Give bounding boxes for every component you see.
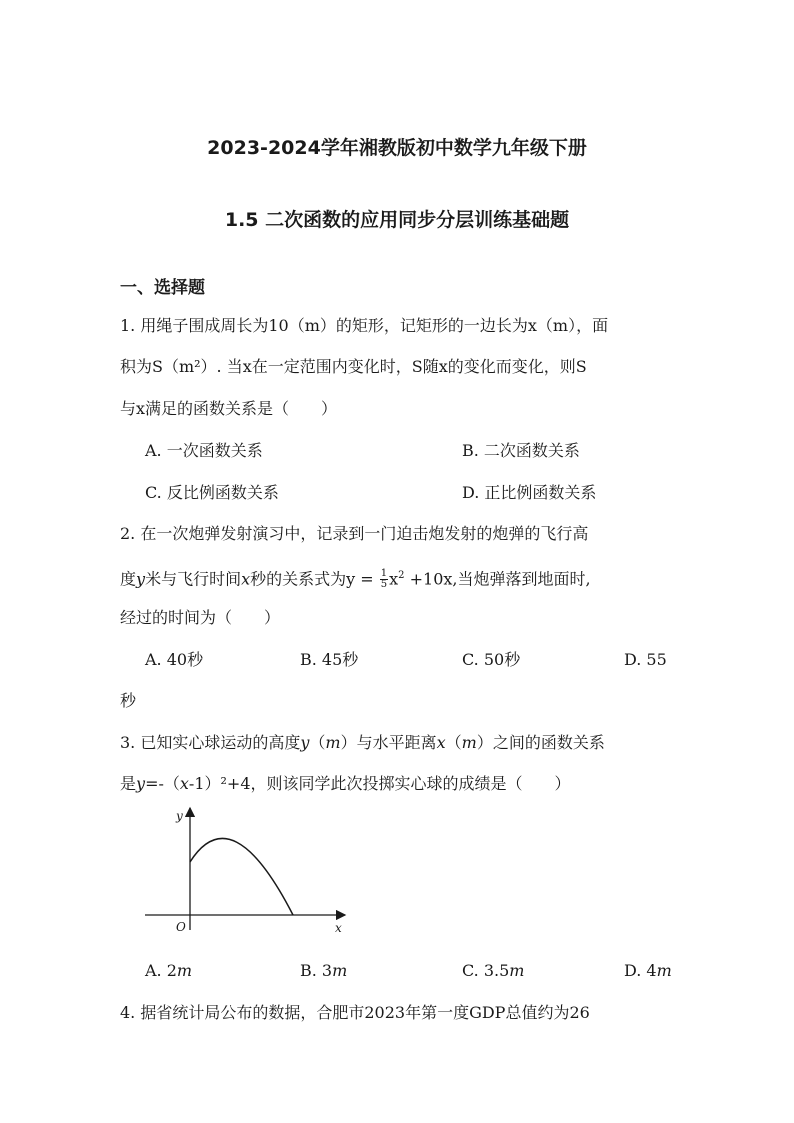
option-value: A. 2 [145,961,177,980]
question-2-var-y: y [136,569,146,589]
fraction-numerator: 1 [380,568,388,580]
question-3-text: ）与水平距离 [340,733,437,752]
question-2-line-1: 2. 在一次炮弹发射演习中，记录到一门迫击炮发射的炮弹的飞行高 [120,524,589,543]
question-2-option-c[interactable]: C. 50秒 [462,650,521,669]
question-3-unit: m [461,733,477,752]
parabola-curve [190,838,293,915]
question-3-text: =-（ [145,774,180,793]
question-3-option-a[interactable] [145,960,192,982]
question-3-var-y: y [300,733,310,752]
question-3-text: （ [309,733,326,752]
question-2-line-3: 经过的时间为（ ） [120,608,281,627]
question-3-text: -1）²+4，则该同学此次投掷实心球的成绩是（ ） [188,774,571,793]
question-1-line-1: 1. 用绳子围成周长为10（m）的矩形，记矩形的一边长为x（m），面 [120,316,609,335]
document-title: 2023-2024学年湘教版初中数学九年级下册 [207,137,587,159]
question-2-var-x: x [241,569,251,589]
question-3-line-1 [120,732,605,754]
question-3-var-x: x [436,733,446,752]
question-2-option-b[interactable]: B. 45秒 [300,650,359,669]
question-1-line-3: 与x满足的函数关系是（ ） [120,399,338,418]
question-2-formula-rest: +10x,当炮弹落到地面时, [404,569,591,589]
question-2-option-a[interactable]: A. 40秒 [145,650,204,669]
option-value: D. 4 [624,961,657,980]
option-unit: m [656,961,672,980]
question-2-line-2 [120,565,591,590]
option-unit: m [176,961,193,980]
option-unit: m [509,961,525,980]
option-unit: m [332,961,348,980]
question-3-text: 是 [120,774,137,793]
question-2-option-d[interactable]: D. 55 [624,650,667,669]
question-1-option-c[interactable]: C. 反比例函数关系 [145,483,279,502]
question-3-text: 3. 已知实心球运动的高度 [120,733,301,752]
x-axis-label: x [335,921,342,935]
y-axis-label: y [176,809,183,823]
question-2-option-d-wrap: 秒 [120,691,137,710]
question-4-line-1: 4. 据省统计局公布的数据，合肥市2023年第一度GDP总值约为26 [120,1003,590,1022]
section-heading: 一、选择题 [120,278,205,298]
question-3-option-b[interactable] [300,960,347,982]
question-1-option-b[interactable]: B. 二次函数关系 [462,441,580,460]
question-3-line-2 [120,773,571,795]
question-3-option-d[interactable] [624,960,672,982]
document-subtitle: 1.5 二次函数的应用同步分层训练基础题 [224,209,570,231]
question-3-text: ）之间的函数关系 [476,733,605,752]
question-2-fraction [380,569,388,590]
origin-label: O [176,920,186,934]
question-2-exponent: 2 [398,570,405,581]
question-3-unit: m [325,733,341,752]
option-value: C. 3.5 [462,961,510,980]
question-1-option-d[interactable]: D. 正比例函数关系 [462,483,597,502]
question-1-option-a[interactable]: A. 一次函数关系 [145,441,263,460]
question-2-formula-lhs: 秒的关系式为y = [250,569,379,589]
question-3-text: （ [445,733,462,752]
fraction-denominator: 5 [380,579,388,591]
question-2-text: 米与飞行时间 [145,569,242,589]
question-2-text: 度 [120,569,137,589]
option-value: B. 3 [300,961,333,980]
question-2-formula-x: x [389,569,399,589]
question-3-figure [140,800,360,940]
question-3-var-y: y [136,774,146,793]
question-3-var-x: x [179,774,189,793]
question-3-option-c[interactable] [462,960,524,982]
question-1-line-2: 积为S（m²）. 当x在一定范围内变化时，S随x的变化而变化，则S [120,357,587,376]
